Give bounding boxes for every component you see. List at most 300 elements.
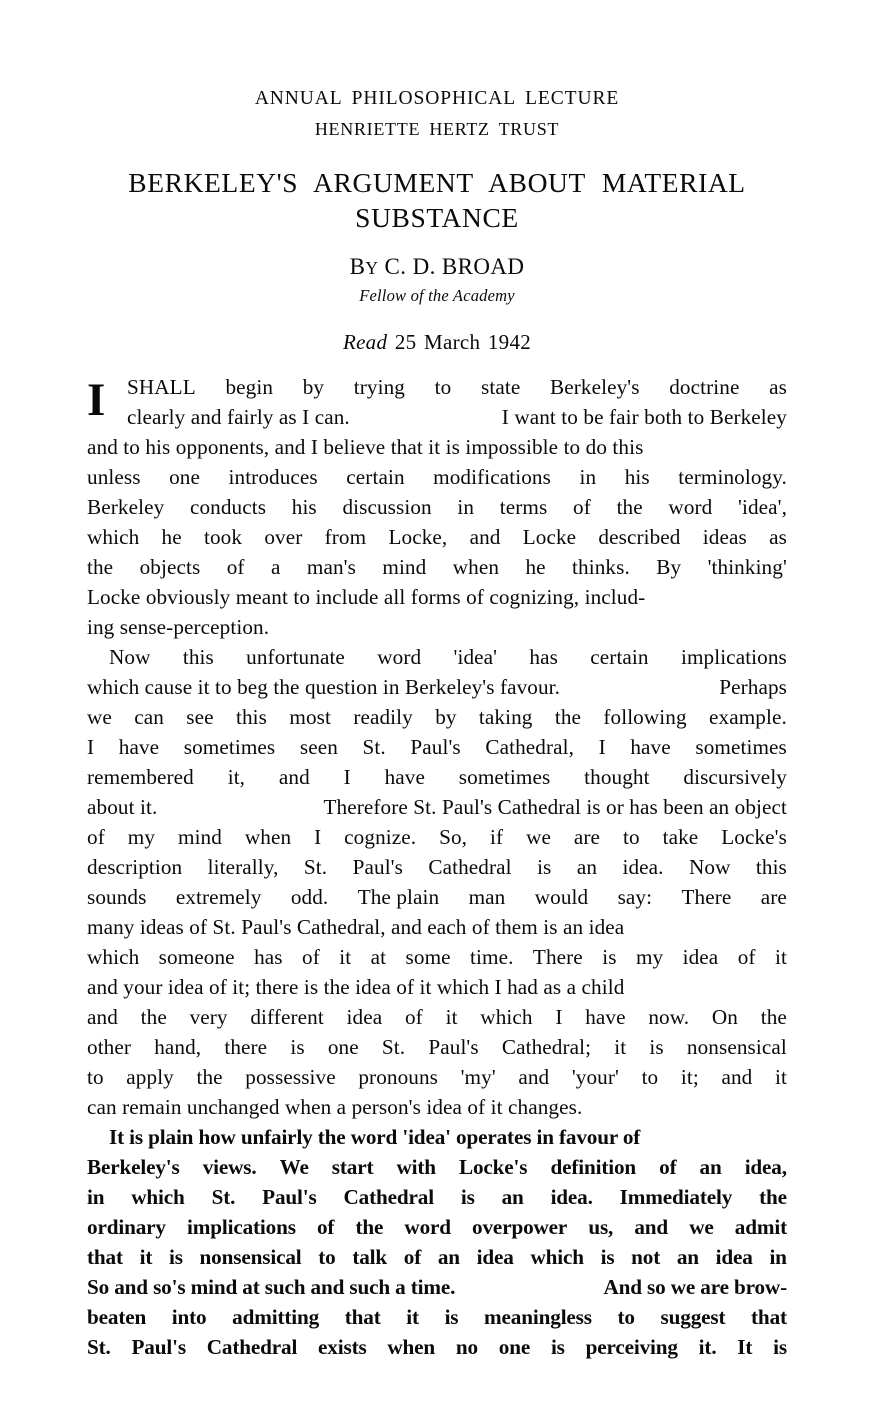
line-segment: seen [299, 735, 338, 759]
line-segment: idea [476, 1245, 514, 1269]
line-segment: is [460, 1185, 475, 1209]
line-segment: And so we are brow- [603, 1275, 787, 1299]
line-segment: idea. [550, 1185, 593, 1209]
line-segment: I [555, 1005, 563, 1029]
line-segment: can [134, 705, 164, 729]
line-segment: see [186, 705, 214, 729]
line-segment: Paul's [352, 855, 403, 879]
line-segment: it [445, 1005, 458, 1029]
read-date-line [87, 329, 787, 355]
line-segment: and to his opponents, and I believe that it is impossible to do this [87, 435, 644, 459]
line-segment: pronouns [358, 1065, 439, 1089]
line-segment: 'idea' [453, 645, 498, 669]
line-segment: Paul's [131, 1335, 186, 1359]
text-line [87, 615, 787, 645]
line-segment: which [131, 1185, 185, 1209]
line-segment: thinks. [572, 555, 630, 579]
line-segment: example. [709, 705, 787, 729]
line-segment: can remain unchanged when a person's idea of it changes. [87, 1095, 583, 1119]
line-segment: implications [186, 1215, 296, 1239]
line-segment: we [87, 705, 112, 729]
line-segment: literally, [207, 855, 279, 879]
text-line [87, 1065, 787, 1095]
line-segment: and [518, 1065, 550, 1089]
line-segment: man's [306, 555, 356, 579]
line-segment: are [760, 885, 787, 909]
text-line [87, 1095, 787, 1125]
line-segment: sounds [87, 885, 147, 909]
line-segment: mind [177, 825, 222, 849]
line-segment: and [721, 1065, 753, 1089]
line-segment: of [737, 945, 756, 969]
author-affiliation: Fellow of the Academy [359, 286, 515, 305]
text-line [87, 825, 787, 855]
line-segment: my [635, 945, 664, 969]
line-segment: and [87, 1005, 118, 1029]
text-line [87, 585, 787, 615]
line-segment: terms [499, 495, 548, 519]
line-segment: it, [227, 765, 246, 789]
line-segment: beaten [87, 1305, 147, 1329]
line-segment: took [203, 525, 243, 549]
line-segment: no [455, 1335, 478, 1359]
line-segment: SHALL [127, 375, 196, 399]
line-segment: Locke obviously meant to include all forms of cognizing, includ- [87, 585, 646, 609]
line-segment: one [169, 465, 200, 489]
line-segment: man [468, 885, 506, 909]
read-date: 25 March 1942 [387, 330, 532, 354]
author-byline [87, 253, 787, 282]
line-segment: a [270, 555, 281, 579]
line-segment: when [387, 1335, 436, 1359]
line-segment: now. [648, 1005, 690, 1029]
line-segment: I [314, 825, 322, 849]
line-segment: word [404, 1215, 451, 1239]
line-segment: is [600, 1245, 615, 1269]
line-segment: have [384, 765, 425, 789]
line-segment: Berkeley [87, 495, 165, 519]
line-segment: and [469, 525, 501, 549]
series-line-2: HENRIETTE HERTZ TRUST [314, 119, 560, 139]
line-segment: one [327, 1035, 359, 1059]
text-line [87, 1305, 787, 1335]
line-segment: that [344, 1305, 381, 1329]
line-segment: it [774, 1065, 787, 1089]
line-segment: to [87, 1065, 104, 1089]
text-line [87, 1005, 787, 1035]
line-segment: he [161, 525, 182, 549]
line-segment: of [226, 555, 245, 579]
title-line-1: BERKELEY'S ARGUMENT ABOUT MATERIAL [128, 167, 746, 198]
line-segment: if [489, 825, 504, 849]
line-segment: meaningless [484, 1305, 592, 1329]
title-line-2: SUBSTANCE [355, 202, 519, 233]
line-segment: time. [470, 945, 514, 969]
line-segment: from [324, 525, 367, 549]
text-line [87, 435, 787, 465]
line-segment: is [168, 1245, 183, 1269]
line-segment: this [236, 705, 268, 729]
line-segment: unless [87, 465, 141, 489]
text-line [87, 495, 787, 525]
line-segment: of [403, 1245, 422, 1269]
line-segment: my [127, 825, 156, 849]
line-segment: of [316, 1215, 335, 1239]
line-segment: terminology. [678, 465, 787, 489]
line-segment: begin [225, 375, 274, 399]
line-segment: ideas [702, 525, 747, 549]
line-segment: have [630, 735, 671, 759]
text-line [87, 1125, 787, 1155]
line-segment: this [755, 855, 787, 879]
line-segment: in [769, 1245, 787, 1269]
line-segment: 'idea', [738, 495, 787, 519]
line-segment: Now [688, 855, 731, 879]
line-segment: other [87, 1035, 132, 1059]
line-segment: 'thinking' [707, 555, 787, 579]
line-segment: modifications [433, 465, 551, 489]
line-segment: to [641, 1065, 659, 1089]
line-segment: Paul's [262, 1185, 317, 1209]
line-segment: word [668, 495, 713, 519]
line-segment: certain [346, 465, 405, 489]
text-line [87, 945, 787, 975]
line-segment: the [759, 1185, 787, 1209]
line-segment: extremely [175, 885, 262, 909]
line-segment: admit [734, 1215, 787, 1239]
line-segment: and [278, 765, 310, 789]
line-segment: readily [353, 705, 413, 729]
line-segment: that [87, 1245, 123, 1269]
line-segment: St. [211, 1185, 236, 1209]
line-segment: and your idea of it; there is the idea of it which I had as a child [87, 975, 625, 999]
line-segment: There [681, 885, 732, 909]
text-line [87, 795, 787, 825]
text-line [87, 975, 787, 1005]
text-line [87, 855, 787, 885]
line-segment: idea [715, 1245, 753, 1269]
line-segment: views. [202, 1155, 257, 1179]
line-segment: is [290, 1035, 305, 1059]
line-segment: ordinary [87, 1215, 166, 1239]
line-segment: as [769, 375, 787, 399]
line-segment: 'my' [460, 1065, 496, 1089]
line-segment: Cathedral; [501, 1035, 592, 1059]
line-segment: described [598, 525, 681, 549]
line-segment: Now [109, 645, 151, 669]
line-segment: taking [478, 705, 533, 729]
page-content [87, 0, 787, 1365]
line-segment: it [614, 1035, 627, 1059]
line-segment: to [318, 1245, 336, 1269]
line-segment: Paul's [428, 1035, 479, 1059]
series-line-1: ANNUAL PHILOSOPHICAL LECTURE [254, 88, 620, 109]
line-segment: which [87, 945, 140, 969]
line-segment: of [573, 495, 591, 519]
line-segment: It [737, 1335, 753, 1359]
line-segment: say: [617, 885, 653, 909]
line-segment: to [617, 1305, 635, 1329]
line-segment: idea [682, 945, 719, 969]
line-segment: most [289, 705, 331, 729]
line-segment: objects [139, 555, 201, 579]
line-segment: Locke's [721, 825, 787, 849]
line-segment: by [302, 375, 325, 399]
line-segment: to [434, 375, 452, 399]
line-segment: description [87, 855, 183, 879]
byline-author: C. D. BROAD [378, 254, 525, 279]
para-2 [87, 645, 787, 1125]
line-segment: in [87, 1185, 105, 1209]
line-segment: sometimes [183, 735, 276, 759]
text-line [87, 1155, 787, 1185]
line-segment: not [631, 1245, 661, 1269]
line-segment: the [87, 555, 114, 579]
line-segment: I [87, 735, 95, 759]
line-segment: I [343, 765, 351, 789]
line-segment: would [534, 885, 589, 909]
line-segment: many ideas of St. Paul's Cathedral, and each of them is an idea [87, 915, 625, 939]
line-segment: idea. [622, 855, 664, 879]
line-segment: On [711, 1005, 738, 1029]
text-line [87, 405, 787, 435]
line-segment: nonsensical [686, 1035, 787, 1059]
line-segment: perceiving [585, 1335, 678, 1359]
para-3 [87, 1125, 787, 1365]
line-segment: which [480, 1005, 533, 1029]
line-segment: have [585, 1005, 626, 1029]
line-segment: following [603, 705, 687, 729]
line-segment: in [457, 495, 475, 519]
line-segment: some [405, 945, 451, 969]
line-segment: an [437, 1245, 460, 1269]
line-segment: Berkeley's [550, 375, 640, 399]
line-segment: admitting [232, 1305, 320, 1329]
line-segment: the [554, 705, 582, 729]
line-segment: Cathedral, [485, 735, 575, 759]
line-segment: is [649, 1035, 664, 1059]
read-label: Read [342, 330, 388, 354]
text-line [87, 765, 787, 795]
line-segment: Therefore St. Paul's Cathedral is or has been an object [323, 795, 787, 819]
line-segment: it [406, 1305, 419, 1329]
text-line [87, 465, 787, 495]
line-segment: take [662, 825, 699, 849]
line-segment: Cathedral [428, 855, 512, 879]
text-line [87, 1335, 787, 1365]
line-segment: of [404, 1005, 423, 1029]
line-segment: which [87, 525, 140, 549]
line-segment: the [760, 1005, 787, 1029]
line-segment: St. [381, 1035, 406, 1059]
line-segment: when [244, 825, 292, 849]
line-segment: very [189, 1005, 228, 1029]
line-segment: an [676, 1245, 699, 1269]
line-segment: introduces [228, 465, 318, 489]
text-line [87, 1245, 787, 1275]
line-segment: of [659, 1155, 677, 1179]
line-segment: remembered [87, 765, 194, 789]
line-segment: Immediately [619, 1185, 733, 1209]
line-segment: Perhaps [719, 675, 787, 699]
line-segment: We [279, 1155, 309, 1179]
line-segment: So and so's mind at such and such a time. [87, 1275, 456, 1299]
line-segment: have [118, 735, 160, 759]
line-segment: There [532, 945, 583, 969]
line-segment: talk [352, 1245, 388, 1269]
line-segment: by [435, 705, 457, 729]
line-segment: this [182, 645, 214, 669]
text-line [87, 1215, 787, 1245]
line-segment: his [624, 465, 650, 489]
line-segment: someone [158, 945, 235, 969]
line-segment: sometimes [458, 765, 551, 789]
text-line [87, 675, 787, 705]
line-segment: implications [680, 645, 787, 669]
line-segment: Cathedral [343, 1185, 434, 1209]
drop-cap: I [87, 374, 106, 426]
line-segment: of [87, 825, 105, 849]
line-segment: word [377, 645, 422, 669]
line-segment: his [291, 495, 317, 519]
line-segment: sometimes [695, 735, 787, 759]
text-line [87, 885, 787, 915]
text-line [87, 645, 787, 675]
line-segment: hand, [154, 1035, 202, 1059]
line-segment: state [481, 375, 521, 399]
line-segment: is [444, 1305, 459, 1329]
line-segment: Berkeley's [87, 1155, 180, 1179]
text-line [87, 375, 787, 405]
line-segment: cognize. [344, 825, 417, 849]
line-segment: we [526, 825, 551, 849]
line-segment: it [774, 945, 787, 969]
line-segment: has [254, 945, 283, 969]
line-segment: possessive [245, 1065, 336, 1089]
line-segment: Locke's [458, 1155, 528, 1179]
line-segment: idea [346, 1005, 383, 1029]
line-segment: So, [439, 825, 468, 849]
line-segment: to [622, 825, 640, 849]
line-segment: an [501, 1185, 524, 1209]
line-segment: which cause it to beg the question in Berkeley's favour. [87, 675, 561, 699]
line-segment: Cathedral [206, 1335, 298, 1359]
line-segment: an [699, 1155, 722, 1179]
line-segment: about it. [87, 795, 158, 819]
line-segment: over [264, 525, 303, 549]
line-segment: idea, [744, 1155, 787, 1179]
line-segment: start [331, 1155, 374, 1179]
line-segment: it. [698, 1335, 717, 1359]
text-line [87, 1185, 787, 1215]
line-segment: and [634, 1215, 669, 1239]
text-line [87, 735, 787, 765]
line-segment: the [140, 1005, 167, 1029]
line-segment: Locke [522, 525, 577, 549]
line-segment: By [656, 555, 682, 579]
line-segment: suggest [660, 1305, 726, 1329]
line-segment: discursively [683, 765, 787, 789]
line-segment: definition [550, 1155, 637, 1179]
line-segment: one [498, 1335, 531, 1359]
line-segment: St. [303, 855, 328, 879]
para-1 [87, 375, 787, 645]
text-line [87, 525, 787, 555]
line-segment: as [769, 525, 787, 549]
line-segment: when [452, 555, 500, 579]
line-segment: it [139, 1245, 153, 1269]
lecture-series-heading [87, 83, 787, 145]
body-text [87, 375, 787, 1365]
line-segment: different [250, 1005, 324, 1029]
line-segment: in [579, 465, 597, 489]
line-segment: clearly and fairly as I can. [127, 405, 350, 429]
line-segment: apply [126, 1065, 174, 1089]
byline-prefix: B [349, 254, 366, 279]
line-segment: 'your' [571, 1065, 619, 1089]
line-segment: is [550, 1335, 565, 1359]
line-segment: thought [584, 765, 650, 789]
line-segment: nonsensical [199, 1245, 302, 1269]
line-segment: are [573, 825, 601, 849]
line-segment: Locke, [388, 525, 448, 549]
line-segment: overpower [472, 1215, 568, 1239]
line-segment: into [171, 1305, 207, 1329]
text-line [87, 1275, 787, 1305]
line-segment: is [602, 945, 617, 969]
line-segment: has [529, 645, 558, 669]
text-line [87, 915, 787, 945]
line-segment: discussion [342, 495, 432, 519]
line-segment: St. [87, 1335, 111, 1359]
text-line [87, 555, 787, 585]
line-segment: us, [588, 1215, 614, 1239]
line-segment: unfortunate [246, 645, 345, 669]
line-segment: ing sense-perception. [87, 615, 270, 639]
line-segment: that [751, 1305, 787, 1329]
line-segment: there [224, 1035, 268, 1059]
line-segment: is [773, 1335, 787, 1359]
line-segment: the [355, 1215, 384, 1239]
line-segment: of [302, 945, 320, 969]
byline-smallcap: Y [365, 258, 379, 278]
line-segment: is [537, 855, 552, 879]
line-segment: I want to be fair both to Berkeley [501, 405, 787, 429]
page-title [87, 165, 787, 235]
line-segment: certain [590, 645, 649, 669]
line-segment: odd. [290, 885, 329, 909]
line-segment: with [396, 1155, 436, 1179]
line-segment: doctrine [669, 375, 740, 399]
line-segment: The plain [357, 885, 440, 909]
line-segment: he [525, 555, 546, 579]
line-segment: It is plain how unfairly the word 'idea' operates in favour of [109, 1125, 641, 1149]
line-segment: which [530, 1245, 584, 1269]
line-segment: it; [680, 1065, 699, 1089]
line-segment: at [370, 945, 387, 969]
line-segment: I [598, 735, 606, 759]
text-line [87, 1035, 787, 1065]
text-line [87, 705, 787, 735]
line-segment: it [339, 945, 352, 969]
line-segment: trying [353, 375, 405, 399]
line-segment: exists [318, 1335, 367, 1359]
line-segment: conducts [189, 495, 267, 519]
line-segment: Paul's [410, 735, 461, 759]
line-segment: St. [362, 735, 386, 759]
line-segment: the [196, 1065, 223, 1089]
line-segment: mind [382, 555, 427, 579]
